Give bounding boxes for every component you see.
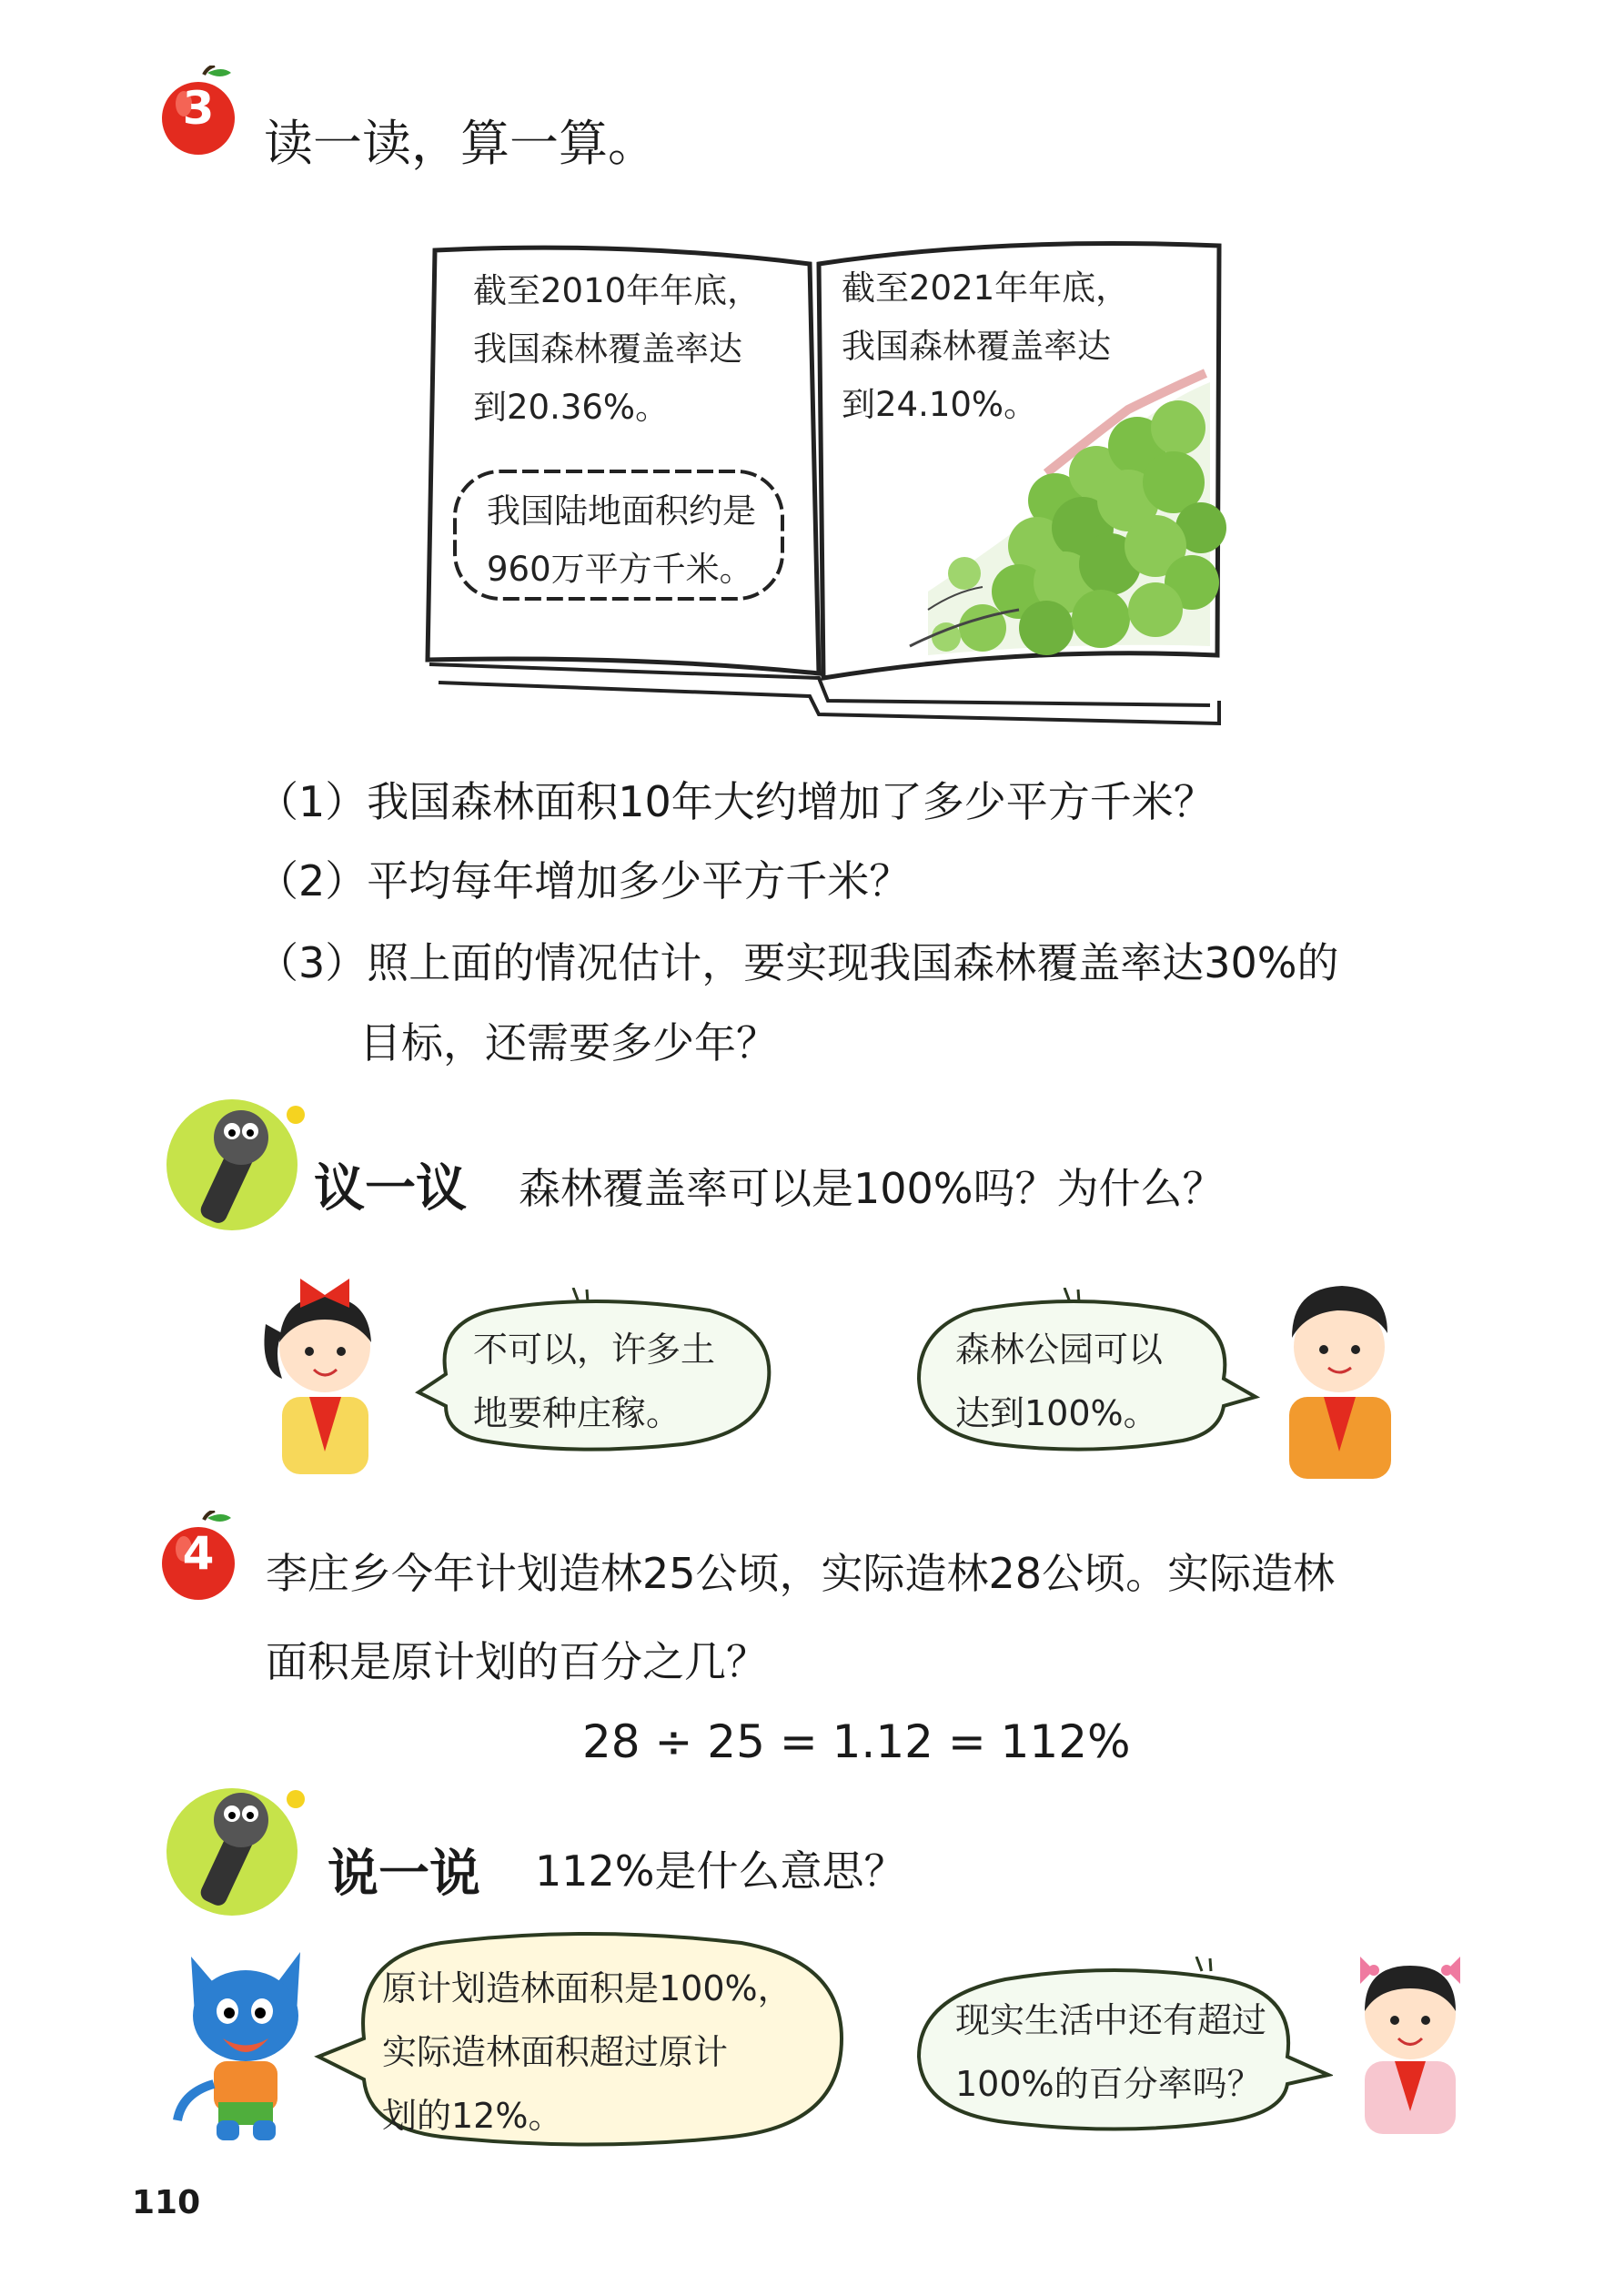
boy-character-icon — [1269, 1269, 1410, 1479]
book-note-line: 我国陆地面积约是 — [487, 491, 756, 531]
book-left-line: 我国森林覆盖率达 — [473, 329, 742, 369]
bubble-line: 不可以，许多土 — [473, 1330, 716, 1370]
question-1: （1）我国森林面积10年大约增加了多少平方千米？ — [257, 777, 1215, 826]
microphone-mascot-icon — [159, 1087, 323, 1242]
book-note-line: 960万平方千米。 — [487, 550, 753, 589]
bubble-line: 森林公园可以 — [955, 1330, 1164, 1370]
bubble-line: 实际造林面积超过原计 — [382, 2032, 729, 2072]
apple-number-badge-3 — [156, 66, 247, 157]
bubble-line: 原计划造林面积是100%， — [382, 1968, 792, 2008]
question-3-continued: 目标，还需要多少年？ — [359, 1018, 778, 1067]
bubble-line: 划的12%。 — [382, 2096, 563, 2136]
bubble-line: 100%的百分率吗？ — [955, 2064, 1262, 2104]
book-right-page-text — [842, 259, 1129, 434]
book-right-line: 截至2021年年底， — [842, 268, 1130, 308]
discuss-label: 议一议 — [314, 1159, 467, 1219]
apple-number-badge-4 — [156, 1511, 247, 1602]
book-right-line: 我国森林覆盖率达 — [842, 327, 1111, 366]
discuss-question: 森林覆盖率可以是100%吗？为什么？ — [519, 1164, 1225, 1213]
blue-cat-character-icon — [173, 1938, 318, 2143]
bubble-say-left-text — [382, 1957, 792, 2148]
section-number: 3 — [182, 82, 215, 135]
bubble-line: 地要种庄稼。 — [473, 1393, 681, 1433]
book-land-area-note — [487, 482, 756, 599]
page-number: 110 — [132, 2184, 201, 2221]
book-left-page-text — [473, 262, 761, 437]
bubble-right-text — [955, 1318, 1163, 1445]
microphone-mascot-icon — [159, 1770, 323, 1925]
equation: 28 ÷ 25 = 1.12 = 112% — [582, 1715, 1131, 1768]
book-left-line: 到20.36%。 — [473, 388, 670, 427]
problem-line-1: 李庄乡今年计划造林25公顷，实际造林28公顷。实际造林 — [266, 1549, 1336, 1598]
bubble-line: 现实生活中还有超过 — [955, 2000, 1267, 2040]
say-question: 112%是什么意思？ — [535, 1846, 906, 1896]
bubble-say-right-text — [955, 1988, 1266, 2116]
book-left-line: 截至2010年年底， — [473, 271, 762, 310]
say-label: 说一说 — [328, 1845, 480, 1904]
section-title: 读一读，算一算。 — [264, 115, 657, 172]
problem-line-2: 面积是原计划的百分之几？ — [266, 1637, 768, 1686]
bubble-line: 达到100%。 — [955, 1393, 1158, 1433]
section-number: 4 — [182, 1527, 215, 1580]
bubble-left-text — [473, 1318, 715, 1445]
girl-character-icon — [255, 1269, 396, 1474]
question-3: （3）照上面的情况估计，要实现我国森林覆盖率达30%的 — [257, 938, 1339, 987]
book-right-line: 到24.10%。 — [842, 385, 1038, 424]
question-2: （2）平均每年增加多少平方千米？ — [257, 856, 912, 905]
girl-pink-bow-character-icon — [1342, 1934, 1478, 2134]
